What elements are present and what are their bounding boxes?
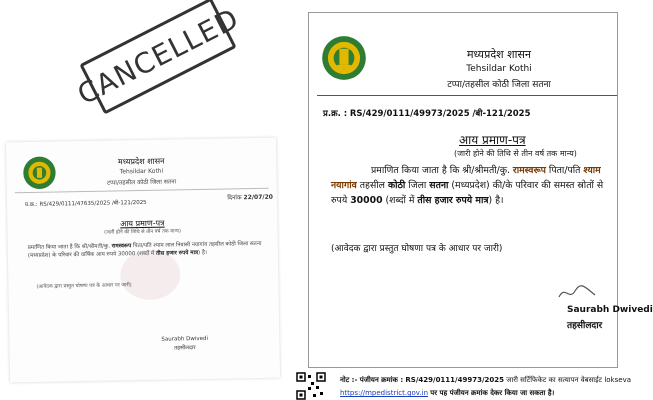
govt-header: मध्यप्रदेश शासन <box>117 156 165 167</box>
certificate-body: प्रमाणित किया जाता है कि श्री/श्रीमती/कु. रामस्वरूप पिता/पति श्याम लाल निवासी नयागांव तहसील कोठी जिला सतना (मध्यप्रदेश) के परिवार की वार्षिक आय रुपये 30000 (शब्दों में तीस हजार रुपये मात्र) है। <box>27 240 262 260</box>
validity-note: (जारी होने की तिथि से तीन वर्ष तक मान्य) <box>104 228 181 236</box>
validity-note: (जारी होने की तिथि से तीन वर्ष तक मान्य) <box>454 149 577 158</box>
reference-number: प्र.क्र.: RS/429/0111/47635/2025 /बी-121/2025 <box>24 199 147 209</box>
reference-number: प्र.क्र. : RS/429/0111/49973/2025 /बी-121/2025 <box>323 109 531 119</box>
signatory-designation: तहसीलदार <box>567 321 603 331</box>
note-line-1: नोट :- पंजीयन क्रमांक : RS/429/0111/49973/2025 जारी सर्टिफिकेट का सत्यापन वेबसाईट lokseva <box>340 376 631 384</box>
office-name: Tehsildar Kothi <box>466 64 532 74</box>
note-line-2: https://mpedistrict.gov.in पर पह पंजीयन क्रमांक देकर किया जा सकता है। <box>340 389 555 397</box>
cancelled-stamp: CANCELLED <box>79 0 236 115</box>
office-location: टप्पा/तहसील कोठी जिला सतना <box>107 178 177 187</box>
mp-emblem-icon <box>321 35 367 81</box>
body-line-3: रुपये 30000 (शब्दों में तीस हजार रुपये मात्र) है। <box>331 195 504 206</box>
issue-date: दिनांक 22/07/20 <box>227 193 273 202</box>
income-certificate <box>308 12 653 368</box>
certificate-title: आय प्रमाण-पत्र <box>120 218 165 229</box>
body-line-1: प्रमाणित किया जाता है कि श्री/श्रीमती/कु. रामस्वरूप पिता/पति श्याम <box>371 165 601 176</box>
qr-code-icon <box>296 372 326 400</box>
certificate-title: आय प्रमाण-पत्र <box>459 133 526 147</box>
signatory-name: Saurabh Dwivedi <box>567 305 653 315</box>
header-divider <box>317 95 617 96</box>
basis-note: (आवेदक द्वारा प्रस्तुत घोषणा पत्र के आधार पर जारी) <box>36 282 132 290</box>
signature-scribble-icon <box>557 283 597 303</box>
cancelled-certificate <box>6 138 280 383</box>
office-name: Tehsildar Kothi <box>119 167 164 176</box>
verification-link[interactable]: https://mpedistrict.gov.in <box>340 389 429 397</box>
office-location: टप्पा/तहसील कोठी जिला सतना <box>447 80 551 90</box>
body-line-2: नयागांव तहसील कोठी जिला सतना (मध्यप्रदेश) की/के परिवार की समस्त स्रोतों से <box>331 180 604 191</box>
signature-block: Saurabh Dwivedi तहसीलदार <box>161 335 209 352</box>
verification-note <box>296 368 631 400</box>
basis-note: (आवेदक द्वारा प्रस्तुत घोषणा पत्र के आधार पर जारी) <box>331 244 503 254</box>
govt-header: मध्यप्रदेश शासन <box>466 48 532 61</box>
certificate-body <box>331 163 631 208</box>
